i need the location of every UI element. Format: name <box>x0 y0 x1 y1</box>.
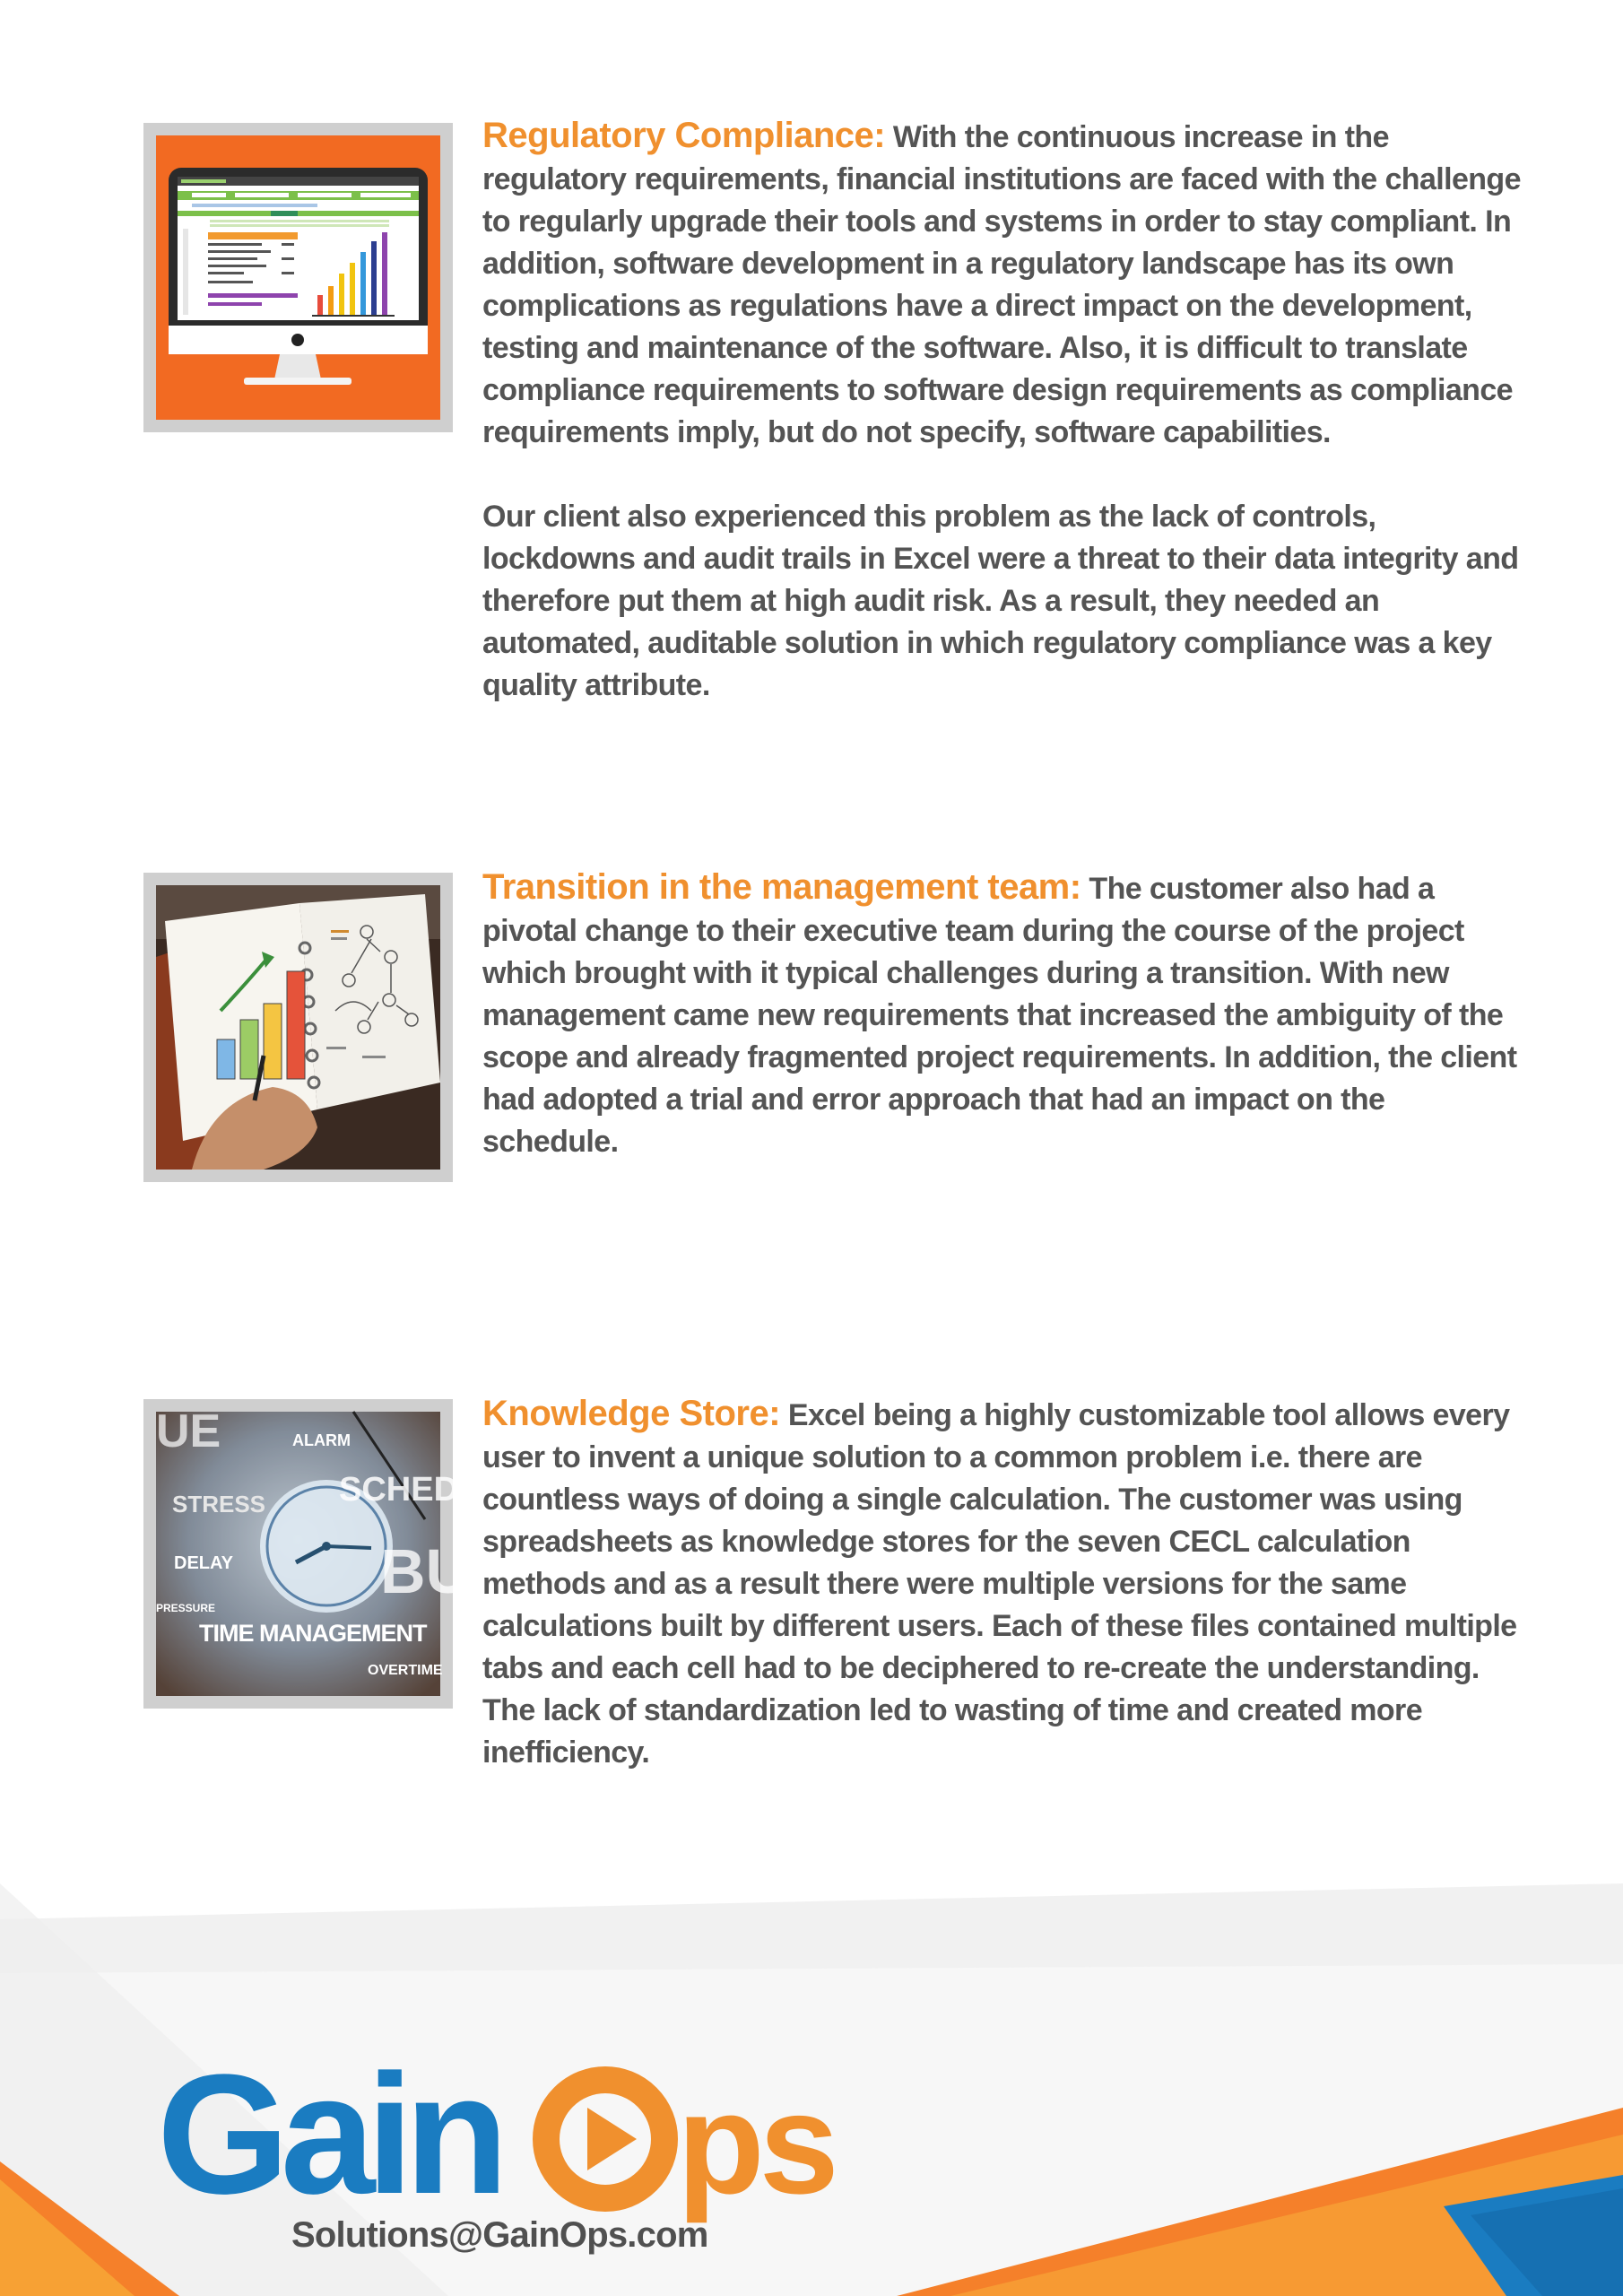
logo-ops-text: ps <box>677 2063 834 2223</box>
word-pressure: PRESSURE <box>156 1602 216 1614</box>
gainops-logo <box>157 2039 874 2230</box>
management-transition-heading: Transition in the management team: <box>482 867 1081 907</box>
word-delay: DELAY <box>174 1553 233 1573</box>
knowledge-store-heading: Knowledge Store: <box>482 1394 781 1433</box>
word-ue: UE <box>156 1405 221 1457</box>
management-transition-text <box>482 866 1523 1205</box>
time-management-image <box>143 1399 483 1709</box>
word-time-management: TIME MANAGEMENT <box>199 1620 427 1647</box>
footer <box>0 1866 1623 2296</box>
logo-gain-text: Gain <box>157 2039 500 2230</box>
monitor-illustration <box>156 135 440 420</box>
knowledge-store-body-1: Excel being a highly customizable tool allows every user to invent a unique solution to a common problem i.e. there are countless ways of doing a single calculation. The customer was using spreadsheets as knowledge stores for the seven CECL calculation methods and as a result there were multiple versions for the same calculations built by different users. Each of these files contained multiple tabs and each cell had to be deciphered to re-create the understanding. The lack of standardization led to wasting of time and created more inefficiency. <box>482 1398 1517 1770</box>
management-transition-body-1: The customer also had a pivotal change to their executive team during the course of the project which brought with it typical challenges during a transition. With new management came new requirements that increased the ambiguity of the scope and already fragmented project requirements. In addition, the client had adopted a trial and error approach that had an impact on the schedule. <box>482 872 1517 1159</box>
knowledge-store-text <box>482 1393 1523 1816</box>
word-alarm: ALARM <box>292 1431 351 1449</box>
notebook-illustration <box>156 885 440 1170</box>
notebook-chart-image <box>143 873 453 1182</box>
regulatory-compliance-paragraph-2: Our client also experienced this problem as the lack of controls, lockdowns and audit trails in Excel were a threat to their data integrity and therefore put them at high audit risk. As a result, they needed an automated, auditable solution in which regulatory compliance was a key quality attribute. <box>482 500 1519 702</box>
regulatory-compliance-text <box>482 115 1523 749</box>
monitor-chart-image <box>143 123 453 432</box>
word-schedule: SCHEDU <box>339 1471 483 1509</box>
word-stress: STRESS <box>172 1491 266 1518</box>
word-bu: BU <box>380 1536 472 1606</box>
word-overtime: OVERTIME <box>368 1663 443 1678</box>
gainops-logo-graphic <box>157 2039 874 2230</box>
regulatory-compliance-heading: Regulatory Compliance: <box>482 116 886 155</box>
regulatory-compliance-body-1: With the continuous increase in the regulatory requirements, financial institutions are faced with the challenge to regularly upgrade their tools and systems in order to stay compliant. In addition, software development in a regulatory landscape has its own complications as regulations have a direct impact on the development, testing and maintenance of the software. Also, it is difficult to translate compliance requirements to software design requirements as compliance requirements imply, but do not specify, software capabilities. <box>482 120 1521 449</box>
contact-email[interactable]: Solutions@GainOps.com <box>291 2215 708 2255</box>
knowledge-store-paragraph-1 <box>482 1393 1523 1774</box>
management-transition-paragraph-1 <box>482 866 1523 1163</box>
time-management-illustration <box>156 1405 483 1696</box>
regulatory-compliance-paragraph-1 <box>482 115 1523 454</box>
play-icon <box>546 2080 664 2198</box>
